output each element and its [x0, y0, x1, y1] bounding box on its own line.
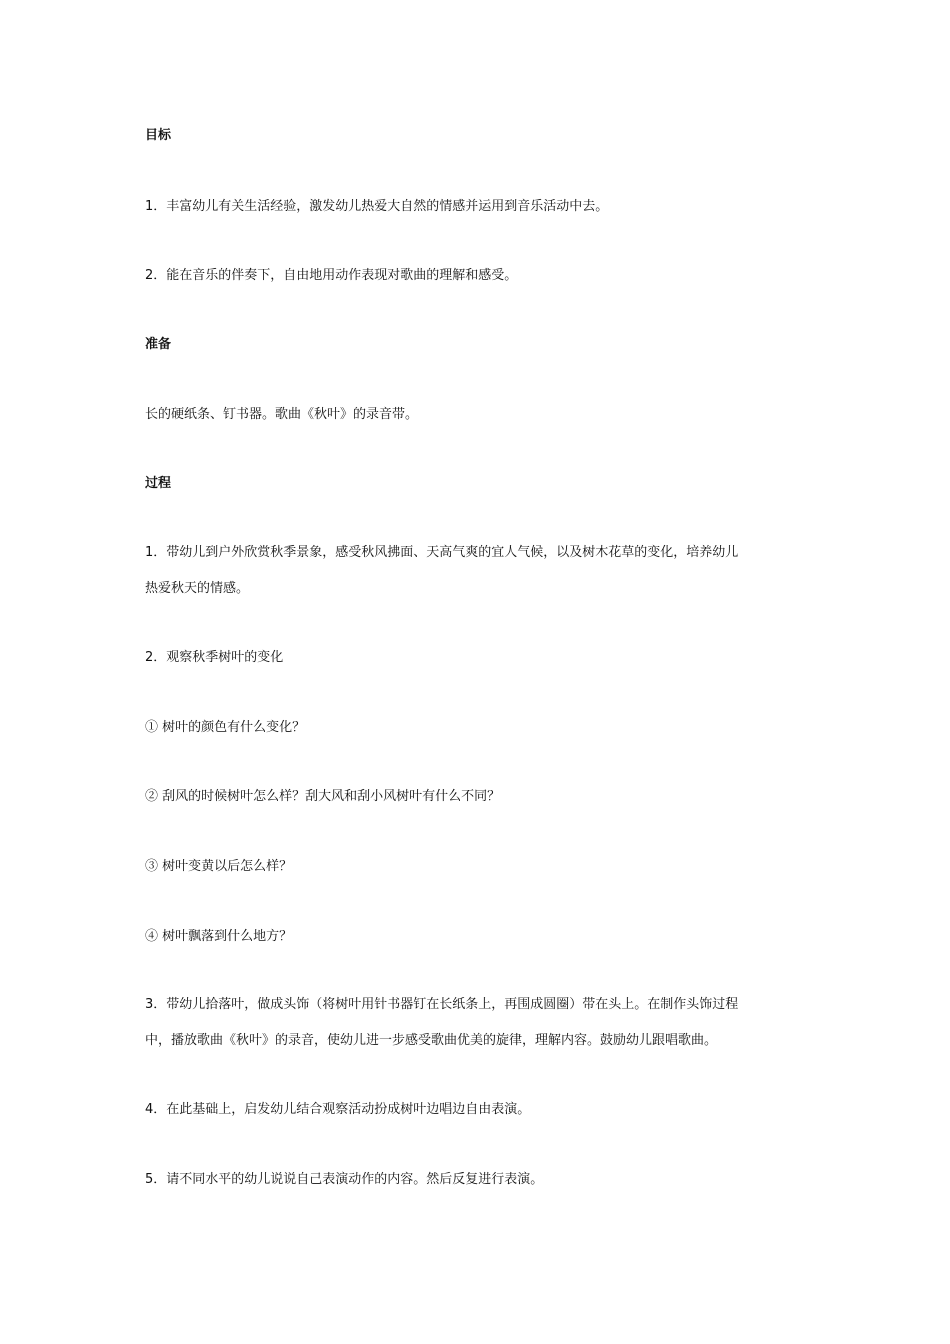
- process-step-1-number: 1．: [145, 545, 167, 560]
- goal-item-2: [145, 268, 517, 284]
- section-heading-process: 过程: [145, 476, 172, 491]
- process-step-2-text: 观察秋季树叶的变化: [166, 650, 284, 665]
- process-step-4-text: 在此基础上，启发幼儿结合观察活动扮成树叶边唱边自由表演。: [166, 1102, 531, 1117]
- process-step-3-number: 3．: [145, 997, 167, 1012]
- process-step-5-text: 请不同水平的幼儿说说自己表演动作的内容。然后反复进行表演。: [166, 1172, 544, 1187]
- goal-item-2-number: 2．: [145, 268, 167, 283]
- question-3: ③ 树叶变黄以后怎么样？: [145, 859, 293, 874]
- process-step-5-number: 5．: [145, 1172, 167, 1187]
- process-step-1-line-2: 热爱秋天的情感。: [145, 581, 250, 596]
- process-step-3-line-1: [145, 997, 738, 1013]
- goal-item-1-number: 1．: [145, 199, 167, 214]
- section-heading-goal: 目标: [145, 128, 172, 143]
- process-step-2-number: 2．: [145, 650, 167, 665]
- prep-text: 长的硬纸条、钉书器。歌曲《秋叶》的录音带。: [145, 407, 419, 422]
- process-step-1-text: 带幼儿到户外欣赏秋季景象，感受秋风拂面、天高气爽的宜人气候，以及树木花草的变化，培养幼儿: [166, 545, 739, 560]
- process-step-4-number: 4．: [145, 1102, 167, 1117]
- goal-item-1-text: 丰富幼儿有关生活经验，激发幼儿热爱大自然的情感并运用到音乐活动中去。: [166, 199, 609, 214]
- process-step-4: [145, 1102, 530, 1118]
- process-step-5: [145, 1172, 543, 1188]
- question-4: ④ 树叶飘落到什么地方？: [145, 929, 293, 944]
- section-heading-prep: 准备: [145, 337, 172, 352]
- process-step-2: [145, 650, 283, 666]
- process-step-3-text: 带幼儿拾落叶，做成头饰（将树叶用针书器钉在长纸条上，再围成圆圈）带在头上。在制作头饰过程: [166, 997, 739, 1012]
- process-step-1-line-1: [145, 545, 738, 561]
- goal-item-1: [145, 199, 608, 215]
- goal-item-2-text: 能在音乐的伴奏下，自由地用动作表现对歌曲的理解和感受。: [166, 268, 518, 283]
- question-1: ① 树叶的颜色有什么变化？: [145, 720, 306, 735]
- process-step-3-line-2: 中，播放歌曲《秋叶》的录音，使幼儿进一步感受歌曲优美的旋律，理解内容。鼓励幼儿跟唱歌曲。: [145, 1033, 718, 1048]
- question-2: ② 刮风的时候树叶怎么样？刮大风和刮小风树叶有什么不同？: [145, 789, 501, 804]
